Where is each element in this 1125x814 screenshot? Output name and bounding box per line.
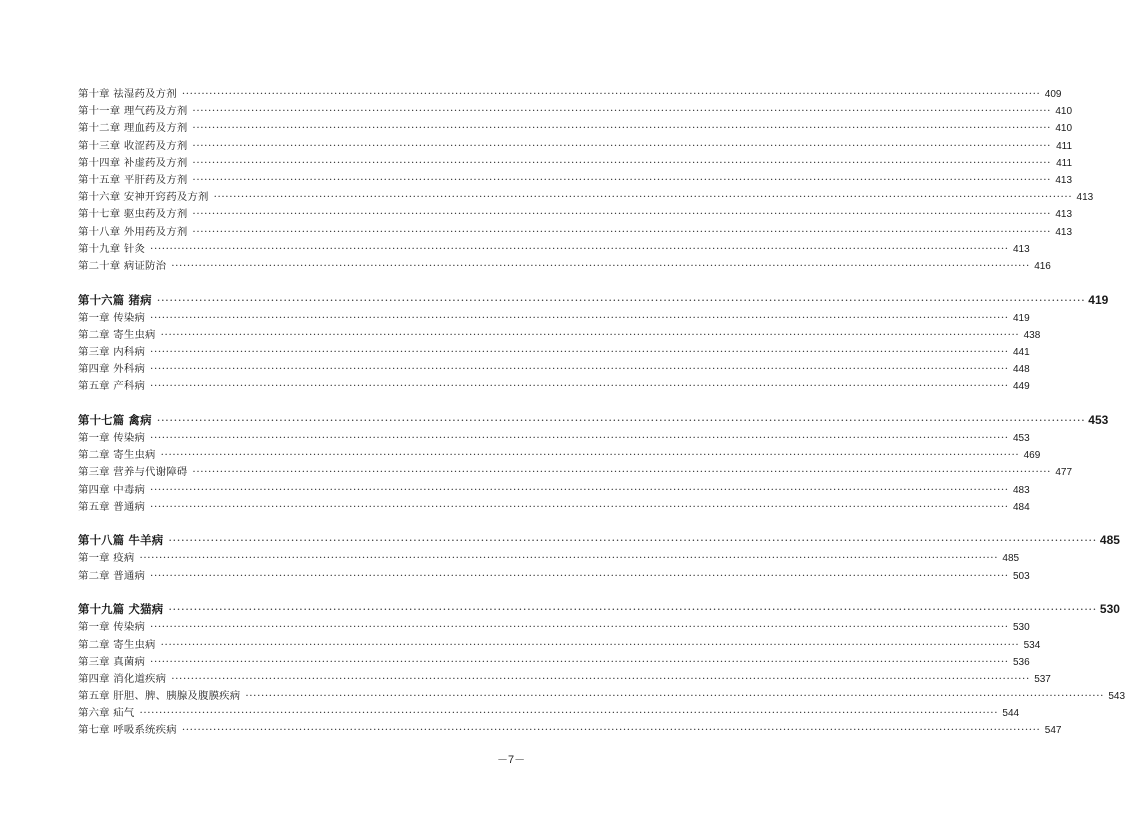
dot-leader: ····························································································································································································································: [160, 328, 1020, 341]
toc-entry-title: 第五章 普通病: [78, 500, 146, 513]
toc-entry-title: 第一章 传染病: [78, 311, 146, 324]
toc-entry-page: 448: [1013, 364, 1030, 376]
toc-chapter-entry[interactable]: [78, 464, 1073, 481]
toc-chapter-entry[interactable]: [78, 654, 1030, 671]
dot-leader: ····························································································································································································································: [160, 638, 1020, 651]
dot-leader: ····························································································································································································································: [245, 690, 1105, 703]
dot-leader: ····························································································································································································································: [150, 345, 1009, 358]
toc-chapter-entry[interactable]: [78, 550, 1020, 567]
toc-entry-title: 第十九篇 犬猫病: [78, 602, 164, 617]
toc-entry-title: 第二章 寄生虫病: [78, 449, 156, 462]
dot-leader: ····························································································································································································································: [150, 363, 1009, 376]
toc-chapter-entry[interactable]: [78, 430, 1030, 447]
toc-chapter-entry[interactable]: [78, 172, 1073, 189]
toc-chapter-entry[interactable]: [78, 103, 1073, 120]
toc-entry-page: 485: [1099, 533, 1120, 548]
toc-entry-page: 413: [1055, 174, 1073, 186]
toc-entry-page: 477: [1055, 467, 1073, 479]
toc-entry-title: 第五章 产科病: [78, 380, 146, 393]
dot-leader: ····························································································································································································································: [168, 533, 1097, 548]
toc-chapter-entry[interactable]: [78, 206, 1073, 223]
toc-chapter-entry[interactable]: [78, 688, 1125, 705]
toc-entry-title: 第十九章 针灸: [78, 242, 146, 255]
toc-entry-title: 第十七篇 禽病: [78, 413, 152, 427]
toc-entry-title: 第十八章 外用药及方剂: [78, 225, 188, 238]
toc-entry-page: 530: [1013, 622, 1030, 634]
dot-leader: ····························································································································································································································: [171, 259, 1030, 272]
dot-leader: ····························································································································································································································: [150, 311, 1009, 324]
toc-entry-page: 449: [1013, 381, 1030, 393]
toc-entry-title: 第四章 中毒病: [78, 483, 146, 496]
dot-leader: ····························································································································································································································: [192, 122, 1052, 135]
toc-entry-page: 453: [1088, 413, 1109, 427]
dot-leader: ····························································································································································································································: [150, 655, 1009, 668]
toc-entry-page: 441: [1013, 346, 1030, 358]
toc-entry-title: 第三章 营养与代谢障碍: [78, 466, 188, 479]
toc-entry-page: 536: [1013, 656, 1030, 668]
toc-entry-title: 第一章 传染病: [78, 621, 146, 634]
toc-entry-page: 547: [1044, 725, 1062, 737]
dot-leader: ····························································································································································································································: [150, 569, 1009, 582]
toc-entry-title: 第一章 疫病: [78, 552, 135, 565]
section-spacer: [78, 516, 534, 532]
section-spacer: [78, 396, 534, 412]
dot-leader: ····························································································································································································································: [150, 242, 1009, 255]
section-spacer: [78, 585, 534, 601]
dot-leader: ····························································································································································································································: [192, 156, 1052, 169]
toc-entry-title: 第三章 内科病: [78, 345, 146, 358]
toc-chapter-entry[interactable]: [78, 258, 1051, 275]
toc-entry-title: 第十五章 平肝药及方剂: [78, 173, 188, 186]
dot-leader: ····························································································································································································································: [139, 552, 999, 565]
toc-entry-title: 第二章 寄生虫病: [78, 638, 156, 651]
toc-chapter-entry[interactable]: [78, 499, 1030, 516]
toc-entry-title: 第五章 肝胆、脾、胰腺及腹膜疾病: [78, 690, 241, 703]
toc-entry-title: 第四章 外科病: [78, 363, 146, 376]
dot-leader: ····························································································································································································································: [160, 449, 1020, 462]
toc-entry-title: 第十章 祛湿药及方剂: [78, 88, 177, 100]
toc-part-entry[interactable]: [78, 531, 1120, 550]
toc-chapter-entry[interactable]: [78, 568, 1030, 585]
toc-entry-title: 第二章 普通病: [78, 569, 146, 582]
toc-entry-page: 409: [1044, 89, 1062, 100]
dot-leader: ····························································································································································································································: [181, 88, 1041, 100]
toc-entry-page: 410: [1055, 123, 1073, 135]
dot-leader: ····························································································································································································································: [192, 225, 1052, 238]
dot-leader: ····························································································································································································································: [150, 500, 1009, 513]
dot-leader: ····························································································································································································································: [156, 413, 1086, 427]
toc-entry-page: 534: [1023, 639, 1041, 651]
toc-entry-title: 第三章 真菌病: [78, 655, 146, 668]
toc-chapter-entry[interactable]: [78, 327, 1041, 344]
toc-entry-page: 503: [1013, 570, 1030, 582]
toc-entry-title: 第一章 传染病: [78, 432, 146, 444]
toc-chapter-entry[interactable]: [78, 637, 1041, 654]
toc-entry-page: 537: [1034, 673, 1051, 685]
toc-chapter-entry[interactable]: [78, 310, 1030, 327]
toc-part-entry[interactable]: [78, 291, 1109, 310]
toc-chapter-entry[interactable]: [78, 120, 1073, 137]
toc-entry-title: 第十三章 收涩药及方剂: [78, 139, 188, 152]
toc-entry-title: 第十六篇 猪病: [78, 292, 152, 307]
dot-leader: ····························································································································································································································: [192, 139, 1052, 152]
toc-entry-title: 第十八篇 牛羊病: [78, 533, 164, 548]
toc-chapter-entry[interactable]: [78, 344, 1030, 361]
toc-entry-page: 411: [1056, 140, 1073, 152]
toc-entry-page: 438: [1023, 329, 1041, 341]
dot-leader: ····························································································································································································································: [171, 672, 1030, 685]
toc-chapter-entry[interactable]: [78, 241, 1030, 258]
toc-chapter-entry[interactable]: [78, 155, 1073, 172]
toc-entry-page: 419: [1013, 312, 1030, 324]
toc-chapter-entry[interactable]: [78, 482, 1030, 499]
toc-entry-page: 485: [1002, 553, 1020, 565]
toc-entry-title: 第六章 疝气: [78, 707, 135, 720]
toc-part-entry[interactable]: [78, 600, 1120, 619]
toc-entry-title: 第二章 寄生虫病: [78, 328, 156, 341]
toc-entry-page: 543: [1108, 691, 1125, 703]
toc-entry-page: 410: [1055, 106, 1073, 118]
toc-chapter-entry[interactable]: [78, 619, 1030, 636]
toc-entry-page: 419: [1088, 292, 1109, 307]
dot-leader: ····························································································································································································································: [192, 173, 1052, 186]
toc-entry-page: 530: [1099, 602, 1120, 617]
dot-leader: ····························································································································································································································: [213, 191, 1073, 204]
toc-chapter-entry[interactable]: [78, 361, 1030, 378]
dot-leader: ····························································································································································································································: [192, 105, 1052, 118]
toc-entry-title: 第十四章 补虚药及方剂: [78, 156, 188, 169]
toc-chapter-entry[interactable]: [78, 722, 1062, 739]
toc-entry-title: 第十一章 理气药及方剂: [78, 105, 188, 118]
dot-leader: ····························································································································································································································: [150, 621, 1009, 634]
toc-chapter-entry[interactable]: [78, 378, 1030, 395]
dot-leader: ····························································································································································································································: [139, 707, 999, 720]
toc-chapter-entry[interactable]: [78, 705, 1020, 722]
section-spacer: [78, 275, 534, 291]
toc-entry-page: 544: [1002, 708, 1020, 720]
dot-leader: ····························································································································································································································: [192, 208, 1052, 221]
dot-leader: ····························································································································································································································: [181, 724, 1041, 737]
toc-chapter-entry[interactable]: [78, 671, 1051, 688]
toc-chapter-entry[interactable]: [78, 86, 1062, 103]
toc-entry-page: 413: [1013, 243, 1030, 255]
toc-chapter-entry[interactable]: [78, 138, 1073, 155]
toc-entry-page: 453: [1013, 433, 1030, 444]
toc-entry-title: 第十七章 驱虫药及方剂: [78, 208, 188, 221]
page-number: －7－: [497, 754, 526, 766]
toc-entry-page: 413: [1055, 226, 1073, 238]
toc-entry-page: 483: [1013, 484, 1030, 496]
dot-leader: ····························································································································································································································: [150, 380, 1009, 393]
toc-entry-page: 484: [1013, 501, 1030, 513]
toc-entry-page: 413: [1055, 209, 1073, 221]
toc-entry-page: 411: [1056, 157, 1073, 169]
dot-leader: ····························································································································································································································: [168, 602, 1097, 617]
toc-entry-page: 413: [1076, 192, 1094, 204]
table-of-contents: [78, 86, 1125, 740]
toc-entry-title: 第四章 消化道疾病: [78, 672, 167, 685]
toc-entry-title: 第十六章 安神开窍药及方剂: [78, 191, 209, 204]
dot-leader: ····························································································································································································································: [150, 483, 1009, 496]
toc-entry-title: 第二十章 病证防治: [78, 259, 167, 272]
toc-entry-title: 第七章 呼吸系统疾病: [78, 724, 177, 737]
toc-entry-page: 416: [1034, 260, 1051, 272]
dot-leader: ····························································································································································································································: [156, 292, 1086, 307]
toc-chapter-entry[interactable]: [78, 447, 1041, 464]
toc-entry-page: 469: [1023, 450, 1041, 462]
dot-leader: ····························································································································································································································: [192, 466, 1052, 479]
toc-chapter-entry[interactable]: [78, 224, 1073, 241]
toc-chapter-entry[interactable]: [78, 189, 1094, 206]
dot-leader: ····························································································································································································································: [150, 432, 1009, 444]
toc-entry-title: 第十二章 理血药及方剂: [78, 122, 188, 135]
toc-part-entry[interactable]: [78, 411, 1109, 430]
